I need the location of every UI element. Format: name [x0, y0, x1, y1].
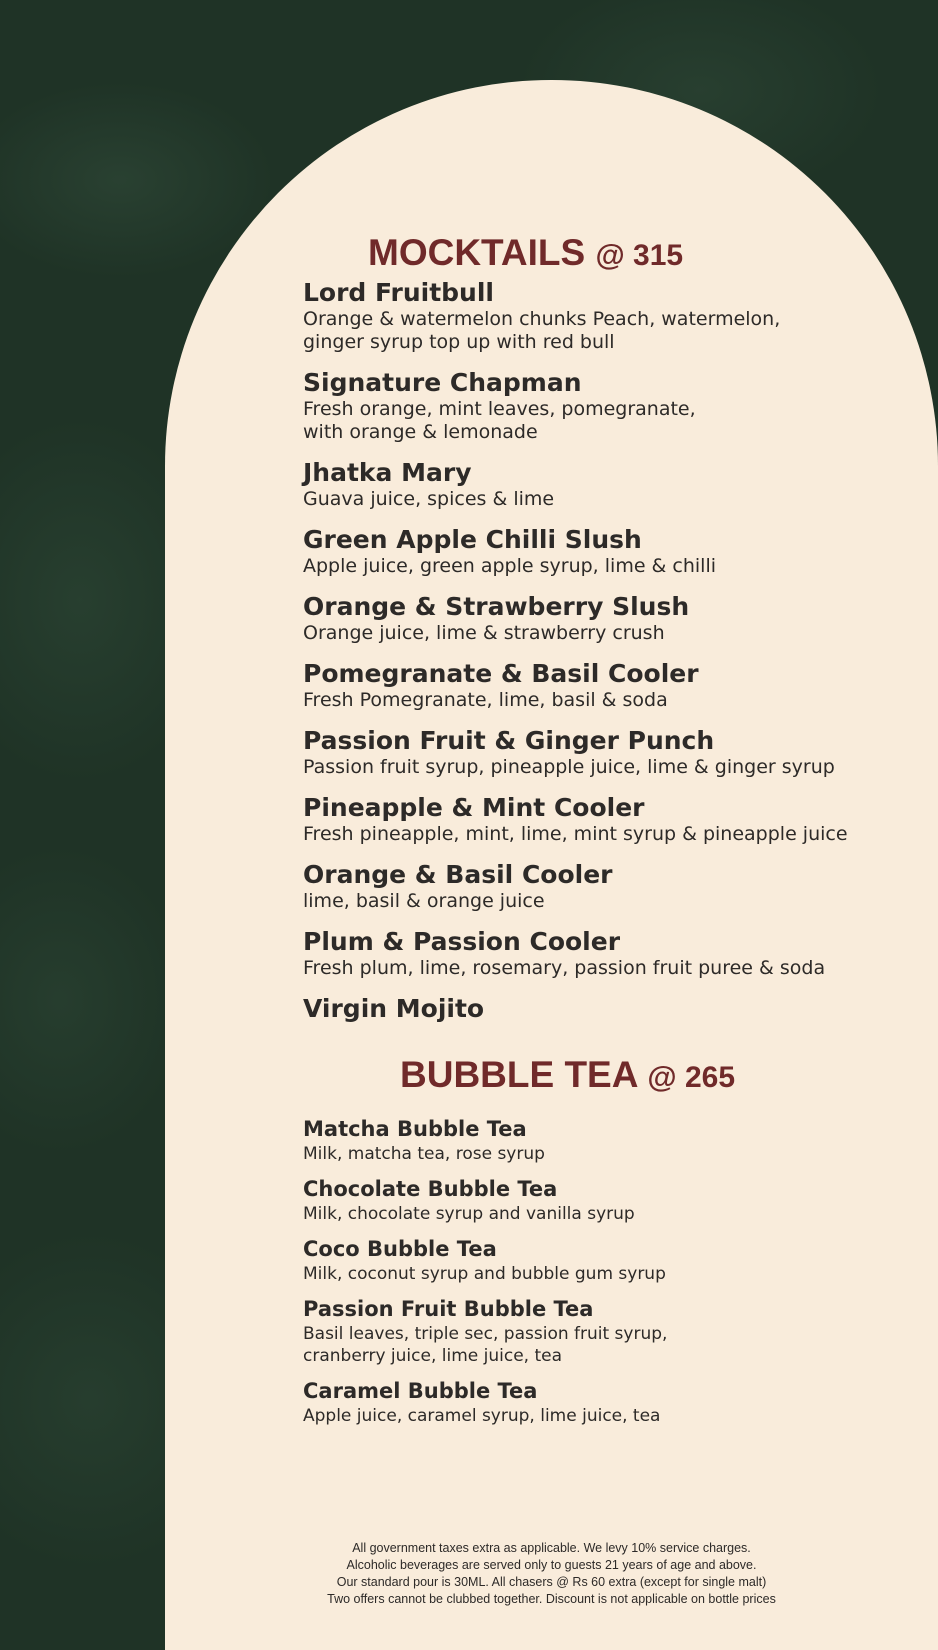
mocktails-title-text: MOCKTAILS	[368, 232, 586, 273]
menu-item-description: Milk, coconut syrup and bubble gum syrup	[303, 1264, 666, 1284]
menu-item-description: Orange juice, lime & strawberry crush	[303, 622, 665, 644]
menu-item-name: Lord Fruitbull	[303, 278, 494, 307]
mocktails-list	[303, 278, 923, 1024]
menu-item	[303, 592, 923, 645]
menu-item-description: Apple juice, green apple syrup, lime & chilli	[303, 555, 717, 577]
menu-item-name: Green Apple Chilli Slush	[303, 525, 642, 554]
menu-item-description: Apple juice, caramel syrup, lime juice, tea	[303, 1406, 661, 1426]
menu-item	[303, 726, 923, 779]
menu-item-description: Fresh pineapple, mint, lime, mint syrup & pineapple juice	[303, 823, 848, 845]
menu-item-name: Orange & Strawberry Slush	[303, 592, 690, 621]
menu-item-name: Jhatka Mary	[303, 458, 472, 487]
menu-item-description: Milk, chocolate syrup and vanilla syrup	[303, 1204, 635, 1224]
menu-item-name: Caramel Bubble Tea	[303, 1379, 538, 1403]
menu-item-name: Passion Fruit & Ginger Punch	[303, 726, 715, 755]
menu-item-name: Pomegranate & Basil Cooler	[303, 659, 699, 688]
menu-item-name: Orange & Basil Cooler	[303, 860, 613, 889]
menu-item-description: Fresh orange, mint leaves, pomegranate,	[303, 398, 696, 420]
menu-item-name: Plum & Passion Cooler	[303, 927, 621, 956]
footer-line: All government taxes extra as applicable. We levy 10% service charges.	[352, 1541, 751, 1555]
mocktails-price: @ 315	[595, 239, 684, 272]
menu-item	[303, 458, 923, 511]
menu-item	[303, 1116, 923, 1165]
menu-item-description: lime, basil & orange juice	[303, 890, 545, 912]
menu-item	[303, 278, 923, 354]
menu-item-name: Virgin Mojito	[303, 994, 485, 1023]
menu-item	[303, 1378, 923, 1427]
bubble-tea-list	[303, 1116, 923, 1427]
menu-item-description: Fresh Pomegranate, lime, basil & soda	[303, 689, 668, 711]
menu-item-description: Basil leaves, triple sec, passion fruit syrup,	[303, 1324, 668, 1344]
menu-item	[303, 793, 923, 846]
menu-item	[303, 368, 923, 444]
menu-item-description: with orange & lemonade	[303, 421, 538, 443]
menu-item-description: Orange & watermelon chunks Peach, watermelon,	[303, 308, 781, 330]
footer-line: Two offers cannot be clubbed together. Discount is not applicable on bottle prices	[327, 1592, 776, 1606]
menu-item-name: Matcha Bubble Tea	[303, 1117, 527, 1141]
menu-item	[303, 1236, 923, 1285]
footer-line: Alcoholic beverages are served only to guests 21 years of age and above.	[346, 1558, 757, 1572]
menu-item	[303, 1296, 923, 1367]
footer-disclaimer	[165, 1540, 938, 1608]
menu-item-description: Milk, matcha tea, rose syrup	[303, 1144, 545, 1164]
menu-item	[303, 1176, 923, 1225]
bubble-tea-title-text: BUBBLE TEA	[400, 1054, 638, 1095]
menu-item-description: Guava juice, spices & lime	[303, 488, 555, 510]
menu-item-name: Signature Chapman	[303, 368, 582, 397]
menu-item-name: Chocolate Bubble Tea	[303, 1177, 558, 1201]
bubble-tea-title	[400, 1054, 923, 1096]
menu-content	[303, 232, 923, 1438]
menu-item-description: Fresh plum, lime, rosemary, passion fruit puree & soda	[303, 957, 826, 979]
menu-item	[303, 659, 923, 712]
bubble-tea-price: @ 265	[647, 1061, 736, 1094]
footer-line: Our standard pour is 30ML. All chasers @ Rs 60 extra (except for single malt)	[336, 1575, 767, 1589]
menu-item-description: ginger syrup top up with red bull	[303, 331, 615, 353]
menu-item	[303, 994, 923, 1024]
menu-item-name: Coco Bubble Tea	[303, 1237, 497, 1261]
menu-item	[303, 860, 923, 913]
menu-item	[303, 525, 923, 578]
menu-item-description: Passion fruit syrup, pineapple juice, lime & ginger syrup	[303, 756, 835, 778]
mocktails-title	[368, 232, 923, 274]
menu-item	[303, 927, 923, 980]
menu-item-name: Pineapple & Mint Cooler	[303, 793, 645, 822]
menu-item-description: cranberry juice, lime juice, tea	[303, 1346, 563, 1366]
menu-item-name: Passion Fruit Bubble Tea	[303, 1297, 594, 1321]
